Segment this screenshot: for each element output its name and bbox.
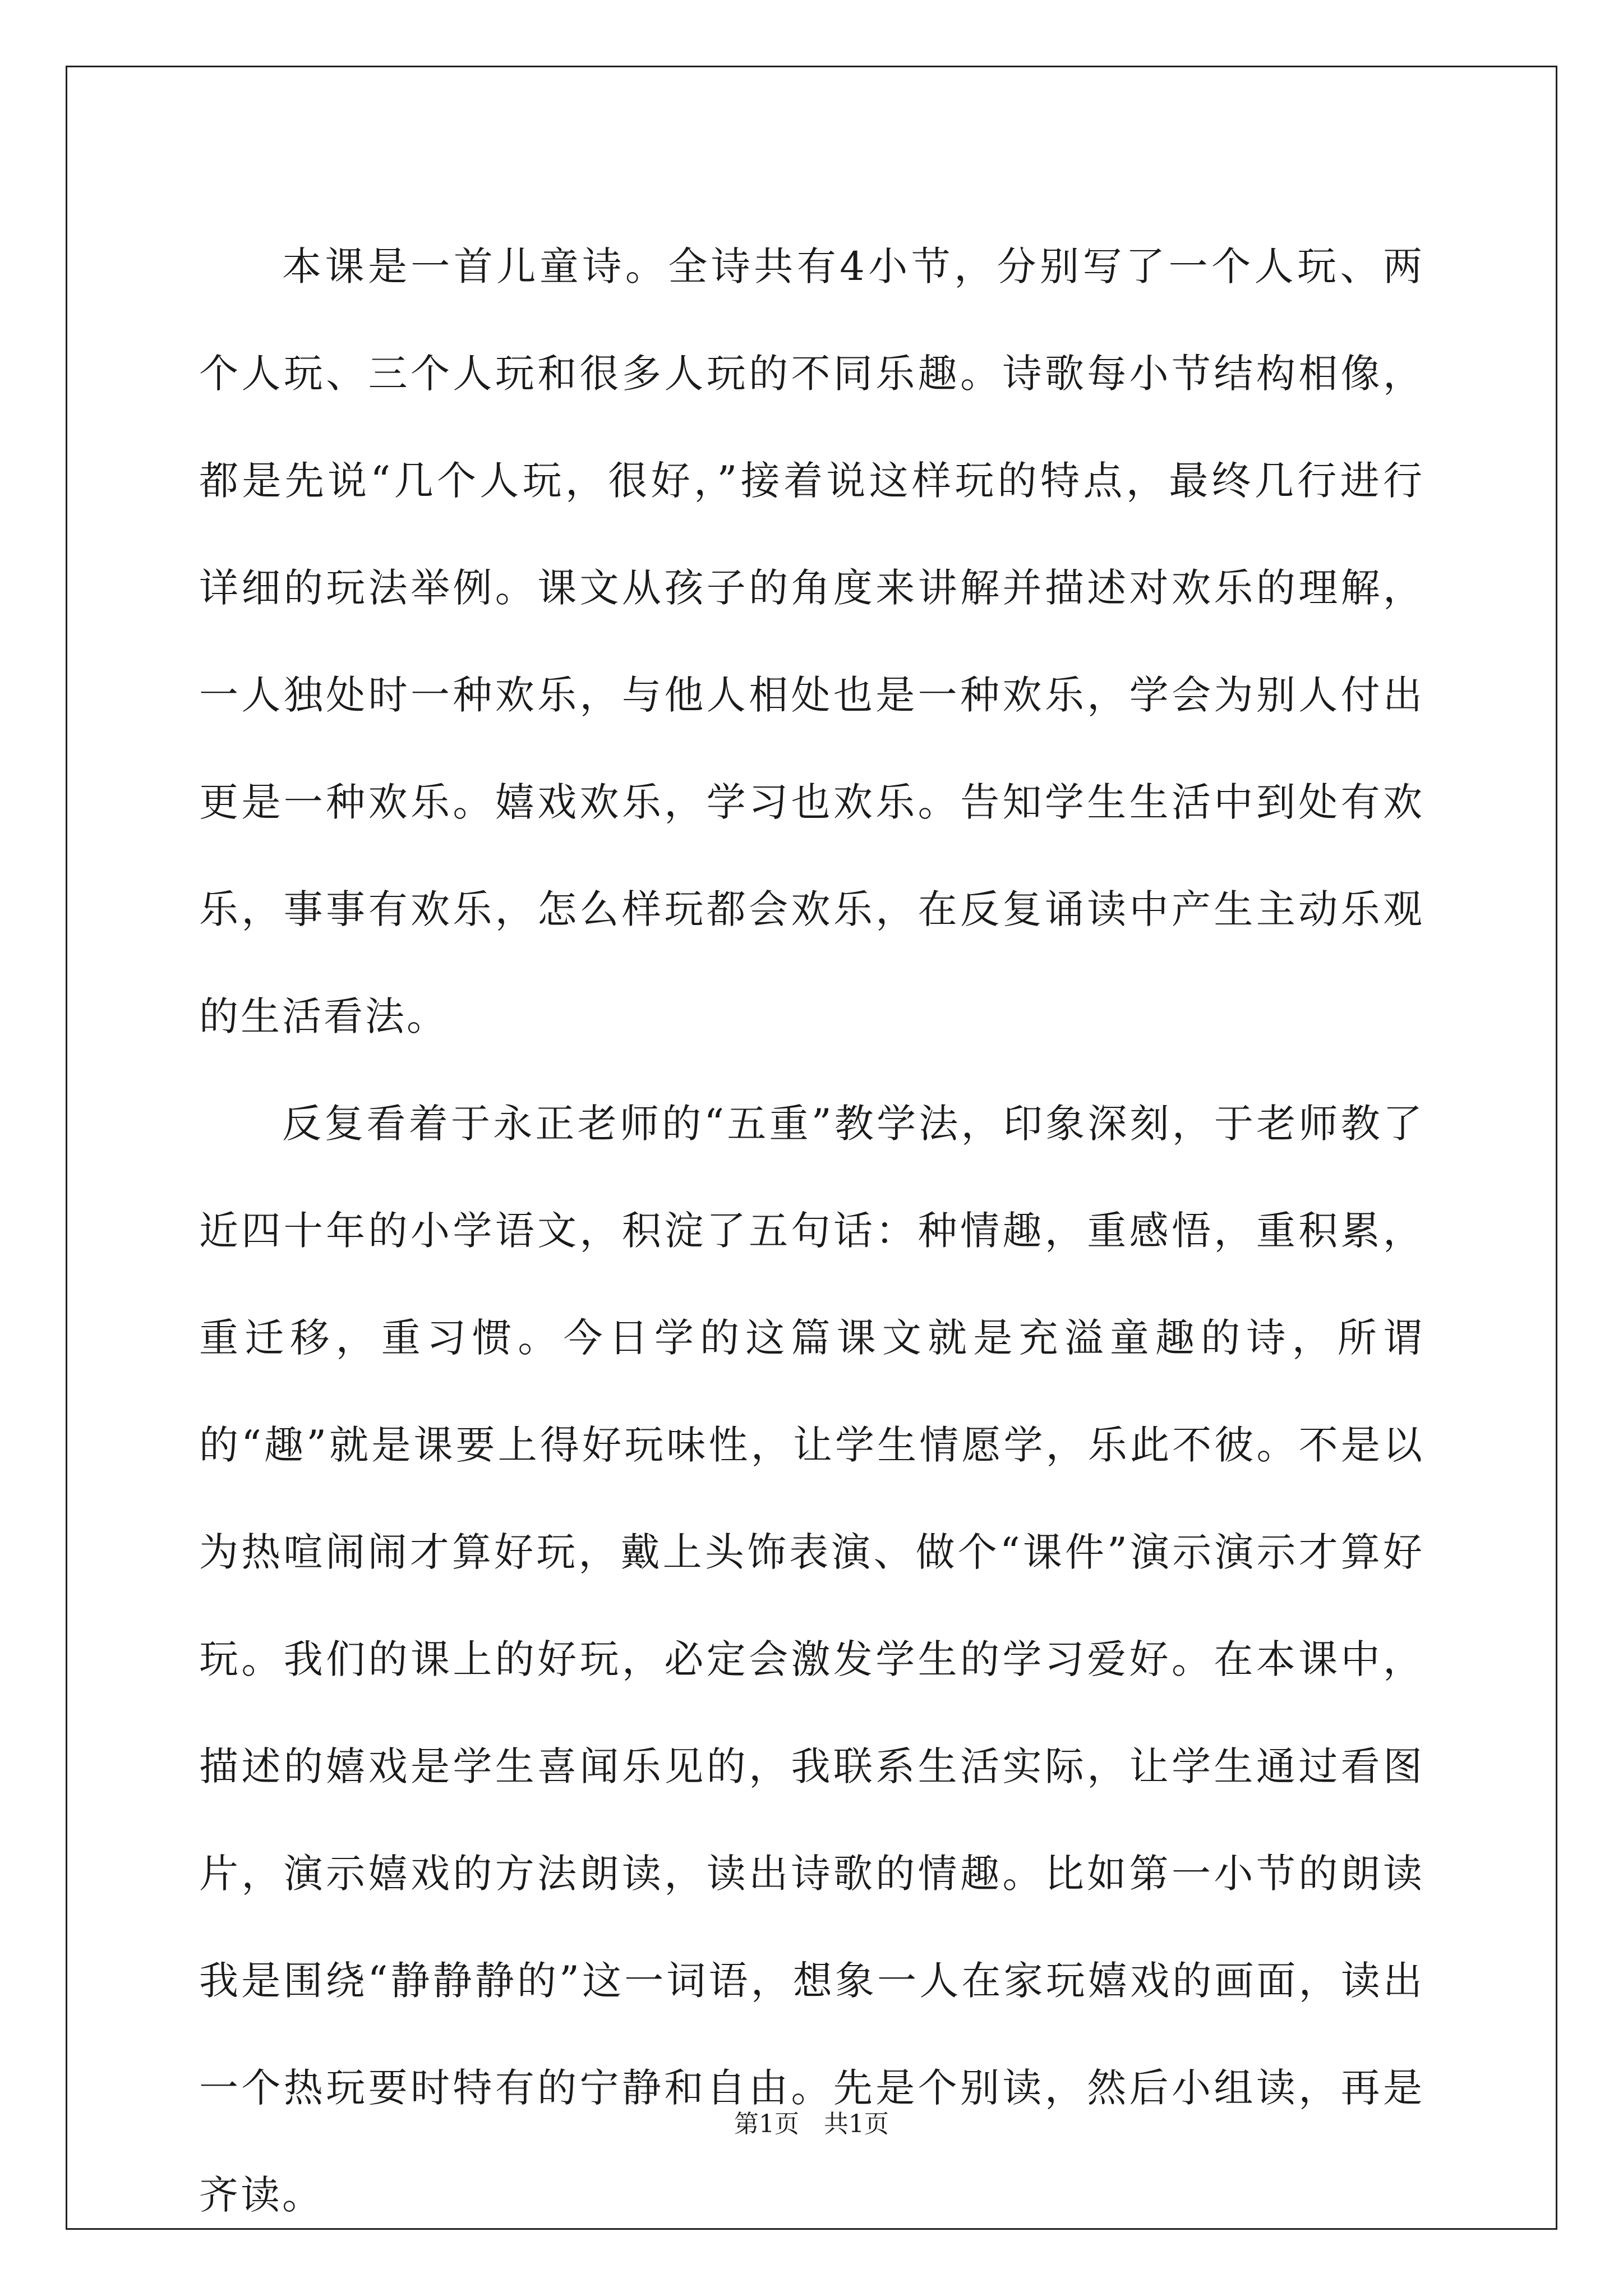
paragraph-2: 反复看着于永正老师的“五重”教学法，印象深刻，于老师教了近四十年的小学语文，积淀了五句话：种情趣，重感悟，重积累，重迁移，重习惯。今日学的这篇课文就是充溢童趣的诗，所谓的“趣”就是课要上得好玩味性，让学生情愿学，乐此不彼。不是以为热喧闹闹才算好玩，戴上头饰表演、做个“课件”演示演示才算好玩。我们的课上的好玩，必定会激发学生的学习爱好。在本课中，描述的嬉戏是学生喜闻乐见的，我联系生活实际，让学生通过看图片，演示嬉戏的方法朗读，读出诗歌的情趣。比如第一小节的朗读我是围绕“静静静的”这一词语，想象一人在家玩嬉戏的画面，读出一个热玩要时特有的宁静和自由。先是个别读，然后小组读，再是齐读。	[199, 1101, 1424, 2218]
paragraph-1: 本课是一首儿童诗。全诗共有4小节，分别写了一个人玩、两个人玩、三个人玩和很多人玩的不同乐趣。诗歌每小节结构相像，都是先说“几个人玩，很好，”接着说这样玩的特点，最终几行进行详细的玩法举例。课文从孩子的角度来讲解并描述对欢乐的理解，一人独处时一种欢乐，与他人相处也是一种欢乐，学会为别人付出更是一种欢乐。嬉戏欢乐，学习也欢乐。告知学生生活中到处有欢乐，事事有欢乐，怎么样玩都会欢乐，在反复诵读中产生主动乐观的生活看法。	[199, 243, 1424, 1039]
page-footer: 第1页 共1页	[734, 2110, 889, 2138]
document-body	[199, 213, 1424, 2249]
